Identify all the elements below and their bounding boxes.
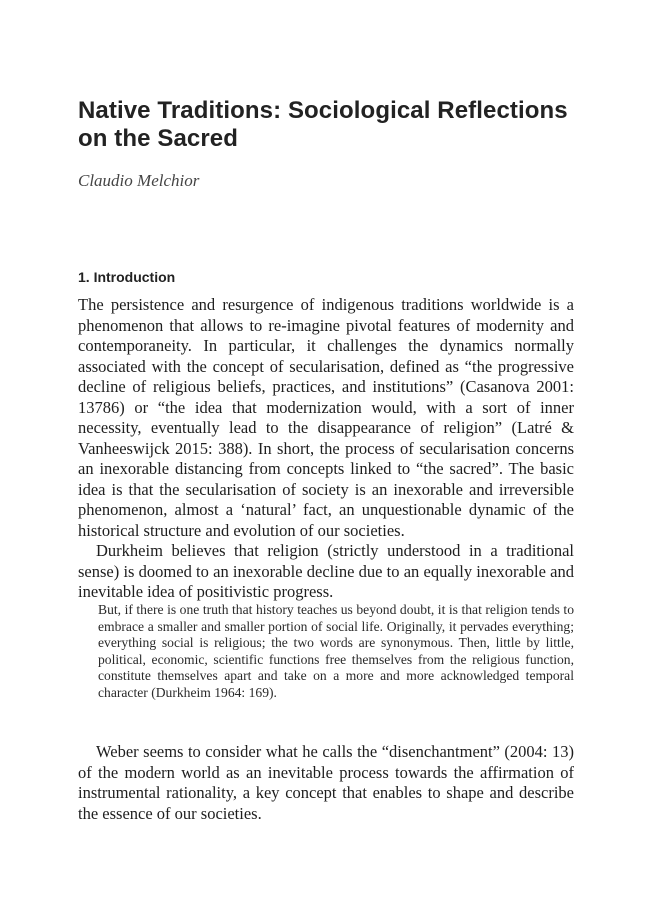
paragraph-3: Weber seems to consider what he calls the “disenchantment” (2004: 13) of the modern world as an inevitable process towards the affirmation of instrumental rationality, a key concept that enables to shape and describe the essence of our societies. — [78, 742, 574, 823]
chapter-title — [78, 97, 578, 153]
body-text-block-2 — [78, 742, 574, 824]
section-heading: 1. Introduction — [78, 269, 176, 285]
author-name: Claudio Melchior — [78, 171, 200, 190]
chapter-title-line-1: Native Traditions: Sociological Reflections — [78, 97, 568, 124]
paragraph-2: Durkheim believes that religion (strictly understood in a traditional sense) is doomed to an inexorable decline due to an equally inexorable and inevitable idea of positivistic progress. — [78, 541, 574, 601]
body-text-block-1 — [78, 295, 574, 603]
paragraph-1: The persistence and resurgence of indigenous traditions worldwide is a phenomenon that allows to re-imagine pivotal features of modernity and contemporaneity. In particular, it challenges the dynamics normally associated with the concept of secularisation, defined as “the progressive decline of religious beliefs, practices, and institutions” (Casanova 2001: 13786) or “the idea that modernization would, with a sort of inner necessity, eventually lead to the disappearance of religion” (Latré & Vanheeswijck 2015: 388). In short, the process of secularisation concerns an inexorable distancing from concepts linked to “the sacred”. The basic idea is that the secularisation of society is an inexorable and irreversible phenomenon, almost a ‘natural’ fact, an unquestionable dynamic of the historical structure and evolution of our societies. — [78, 295, 574, 540]
chapter-title-line-2: on the Sacred — [78, 125, 239, 152]
block-quote: But, if there is one truth that history teaches us beyond doubt, it is that religion tends to embrace a smaller and smaller portion of social life. Originally, it pervades everything; everything social is religious; the two words are synonymous. Then, little by little, political, economic, scientific functions free themselves from the religious function, constitute themselves apart and take on a more and more acknowledged temporal character (Durkheim 1964: 169). — [98, 602, 574, 700]
